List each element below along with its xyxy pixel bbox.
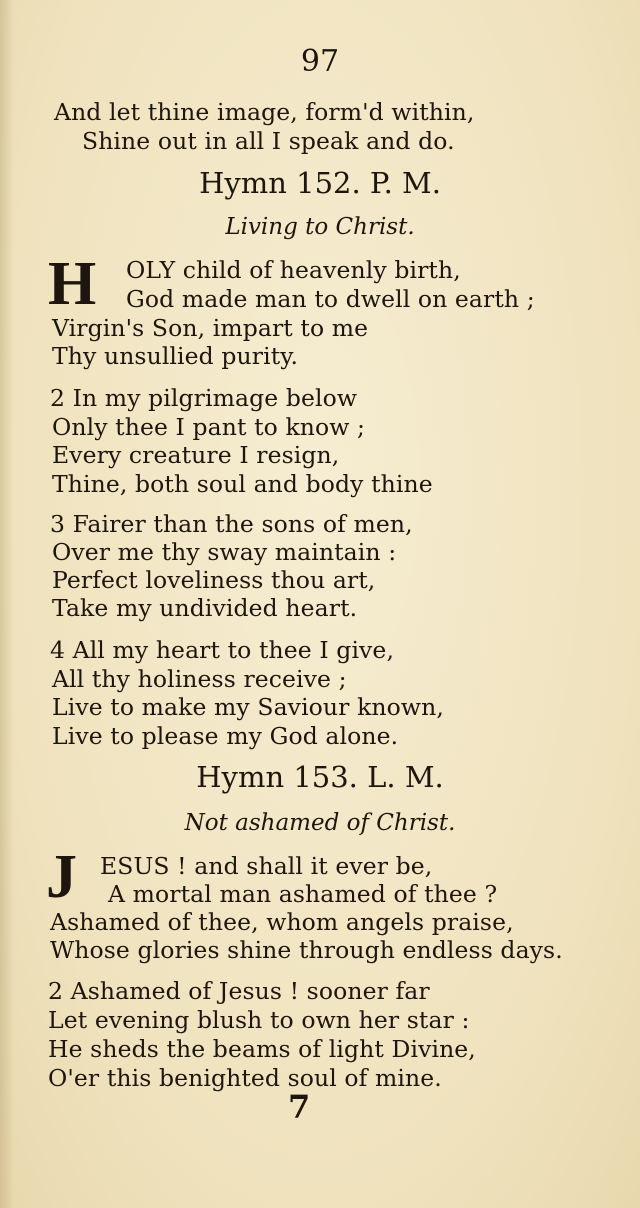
hymn-line: Thy unsullied purity. [52, 342, 299, 370]
hymn-line: 2 In my pilgrimage below [50, 384, 358, 412]
page-number: 97 [300, 44, 340, 79]
hymn-line: Virgin's Son, impart to me [52, 314, 369, 342]
hymn-line: Over me thy sway maintain : [52, 538, 397, 566]
hymn-line: Live to please my God alone. [52, 722, 399, 750]
hymn-line: God made man to dwell on earth ; [126, 285, 535, 313]
drop-cap: J [46, 843, 77, 911]
drop-cap: H [48, 250, 97, 318]
hymn-line: He sheds the beams of light Divine, [48, 1035, 476, 1063]
hymn-line: Thine, both soul and body thine [52, 470, 433, 498]
hymn-line: OLY child of heavenly birth, [126, 256, 461, 284]
carryover-line: And let thine image, form'd within, [54, 98, 475, 126]
hymn-line: Only thee I pant to know ; [52, 413, 366, 441]
hymn-line: Ashamed of thee, whom angels praise, [50, 908, 514, 936]
hymn-subtitle: Not ashamed of Christ. [184, 810, 456, 836]
carryover-line: Shine out in all I speak and do. [82, 127, 455, 155]
hymn-line: Let evening blush to own her star : [48, 1006, 470, 1034]
hymn-line: A mortal man ashamed of thee ? [108, 880, 498, 908]
hymn-line: Take my undivided heart. [52, 594, 358, 622]
hymn-line: Whose glories shine through endless days. [50, 936, 563, 964]
hymn-subtitle: Living to Christ. [225, 214, 415, 240]
hymn-line: All thy holiness receive ; [52, 665, 347, 693]
signature-mark: 7 [288, 1088, 311, 1126]
hymn-title: Hymn 152. P. M. [199, 166, 441, 200]
hymn-line: ESUS ! and shall it ever be, [100, 852, 433, 880]
hymn-line: Live to make my Saviour known, [52, 693, 444, 721]
hymn-line: 4 All my heart to thee I give, [50, 636, 395, 664]
hymn-line: O'er this benighted soul of mine. [48, 1064, 442, 1092]
hymn-line: 3 Fairer than the sons of men, [50, 510, 413, 538]
hymn-line: 2 Ashamed of Jesus ! sooner far [48, 977, 430, 1005]
hymn-line: Every creature I resign, [52, 441, 340, 469]
hymn-line: Perfect loveliness thou art, [52, 566, 376, 594]
hymn-title: Hymn 153. L. M. [196, 760, 444, 794]
